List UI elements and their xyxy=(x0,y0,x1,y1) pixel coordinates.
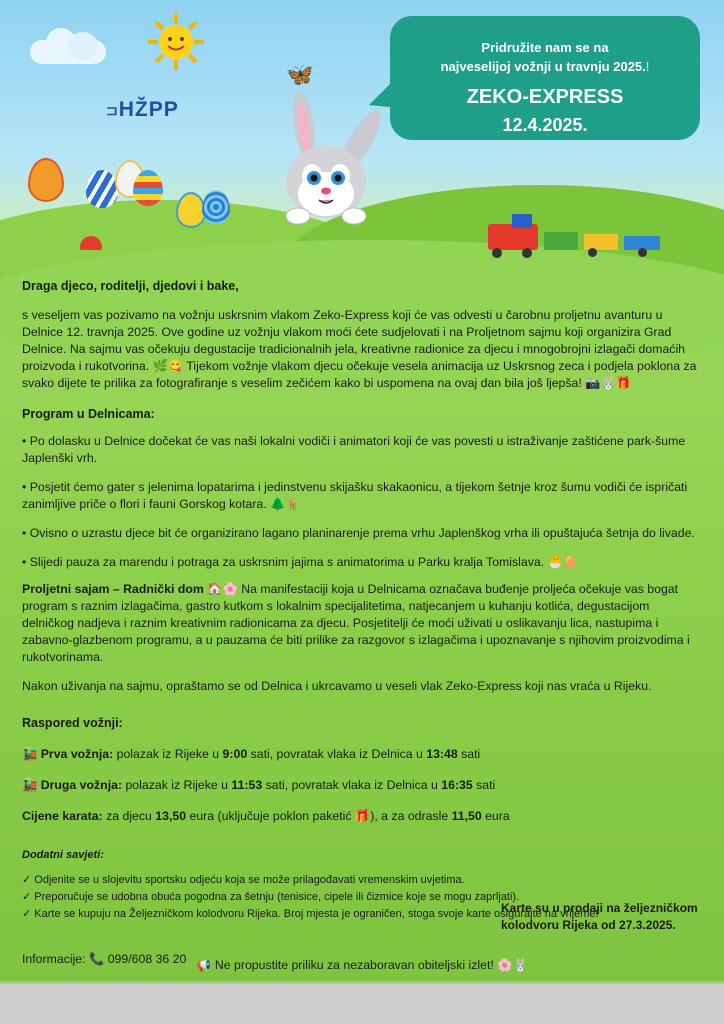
cloud-icon xyxy=(30,26,110,66)
fair-paragraph xyxy=(22,581,702,666)
gift-icon: 🎁 xyxy=(354,809,371,823)
tips-heading: Dodatni savjeti: xyxy=(22,849,104,861)
house-flower-icon: 🏠🌸 xyxy=(207,582,238,596)
farewell-paragraph: Nakon uživanja na sajmu, opraštamo se od Delnica i ukrcavamo u veseli vlak Zeko-Express koji nas vraća u Rijeku. xyxy=(22,679,652,693)
info-line: Informacije: 📞 099/608 36 20 xyxy=(22,952,187,966)
tip-item: ✓ Karte se kupuju na Željezničkom kolodvoru Rijeka. Broj mjesta je ograničen, stoga svoje karte osigurajte na vrijeme! xyxy=(22,908,599,920)
tip-item: ✓ Odjenite se u slojevitu sportsku odjeću koja se može prilagođavati vremenskim uvjetima. xyxy=(22,874,465,886)
butterfly-icon: 🦋 xyxy=(286,62,314,87)
program-item: • Slijedi pauza za marendu i potraga za uskrsnim jajima s animatorima u Parku kralja Tomislava. 🐣🥚 xyxy=(22,555,579,569)
footer-message: 📢 Ne propustite priliku za nezaboravan obiteljski izlet! 🌸🐰 xyxy=(196,958,528,972)
ride-second: 🚂 Druga vožnja: polazak iz Rijeke u 11:53 sati, povratak vlaka iz Delnica u 16:35 sati xyxy=(22,778,496,792)
fair-heading: Proljetni sajam – Radnički dom xyxy=(22,582,204,596)
train-icon xyxy=(488,214,668,258)
hzpp-logo: ⊐HŽPP xyxy=(106,98,179,121)
event-title: ZEKO-EXPRESS xyxy=(466,86,624,108)
program-item: • Po dolasku u Delnice dočekat će vas naši lokalni vodiči i animatori koji će vas povesti u istraživanje zaštićene park-šume Japlenški vrh. xyxy=(22,434,686,465)
train-icon: 🚂 xyxy=(22,747,38,761)
bottom-bar xyxy=(0,985,724,1024)
train-icon: 🚂 xyxy=(22,778,38,792)
program-item: • Ovisno o uzrastu djece bit će organizirano lagano planinarenje prema vrhu Japlenškog vrha ili opuštajuća šetnja do livade. xyxy=(22,526,695,540)
intro-paragraph: s veseljem vas pozivamo na vožnju uskrsnim vlakom Zeko-Express koji će vas odvesti u čarobnu proljetnu avanturu u Delnice 12. travnja 2025. Ove godine uz vožnju vlakom moći ćete sudjelovati i na Proljetnom sajmu koji organizira Grad Delnice. Na sajmu vas očekuju degustacije tradicionalnih jela, kreativne radionice za djecu i mnogobrojni izlagači domaćih proizvoda i rukotvorina. 🌿😋 Tijekom vožnje vlakom djecu očekuje vesela animacija uz Uskrsnog zeca i podjela poklona za svako dijete te prilika za fotografiranje s veselim zečićem kako bi uspomena na ovaj dan bila još ljepša! 📷🐰🎁 xyxy=(22,308,697,390)
letter-body xyxy=(22,278,702,977)
fair-text: Na manifestaciji koja u Delnicama označava buđenje proljeća očekuje vas bogat program s raznim izlagačima, gastro kutkom s lokalnim specijalitetima, natjecanjem u kuhanju kotlića, degustacijom delničkog nadjeva i raznim kreativnim radionicama za djecu. Posjetitelji će moći uživati u oslikavanju lica, nastupima i zabavno-glazbenom programu, a u pauzama će biti prilike za razgovor s izlagačima i upoznavanje s njihovim proizvodima i rukotvorinama. xyxy=(22,582,690,664)
ticket-sale-note: Karte su u prodaji na željezničkom kolodvoru Rijeka od 27.3.2025. xyxy=(501,901,698,932)
phone-icon: 📞 xyxy=(88,952,105,966)
bubble-line2: najveselijoj vožnji u travnju 2025.! xyxy=(440,59,650,74)
ticket-prices: Cijene karata: za djecu 13,50 eura (uključuje poklon paketić 🎁), a za odrasle 11,50 eura xyxy=(22,809,510,823)
greeting: Draga djeco, roditelji, djedovi i bake, xyxy=(22,279,239,293)
ride-first: 🚂 Prva vožnja: polazak iz Rijeke u 9:00 sati, povratak vlaka iz Delnica u 13:48 sati xyxy=(22,747,481,761)
train-logo-icon: ⊐ xyxy=(106,101,119,118)
program-item: • Posjetit ćemo gater s jelenima lopatarima i jedinstvenu skijašku skakaonicu, a tijekom šetnje kroz šumu vodiči će ispričati zanimljive priče o flori i fauni Gorskog kotara. 🌲🦌 xyxy=(22,480,688,511)
schedule-heading: Raspored vožnji: xyxy=(22,716,123,730)
event-date: 12.4.2025. xyxy=(502,115,588,135)
announcement-bubble xyxy=(390,16,700,140)
phone-number[interactable]: 099/608 36 20 xyxy=(104,952,187,966)
bubble-line1: Pridružite nam se na xyxy=(481,40,609,55)
tip-item: ✓ Preporučuje se udobna obuća pogodna za šetnju (tenisice, cipele ili čizmice koje se mogu zaprljati). xyxy=(22,891,520,903)
sun-icon xyxy=(146,12,206,72)
program-heading: Program u Delnicama: xyxy=(22,407,155,421)
